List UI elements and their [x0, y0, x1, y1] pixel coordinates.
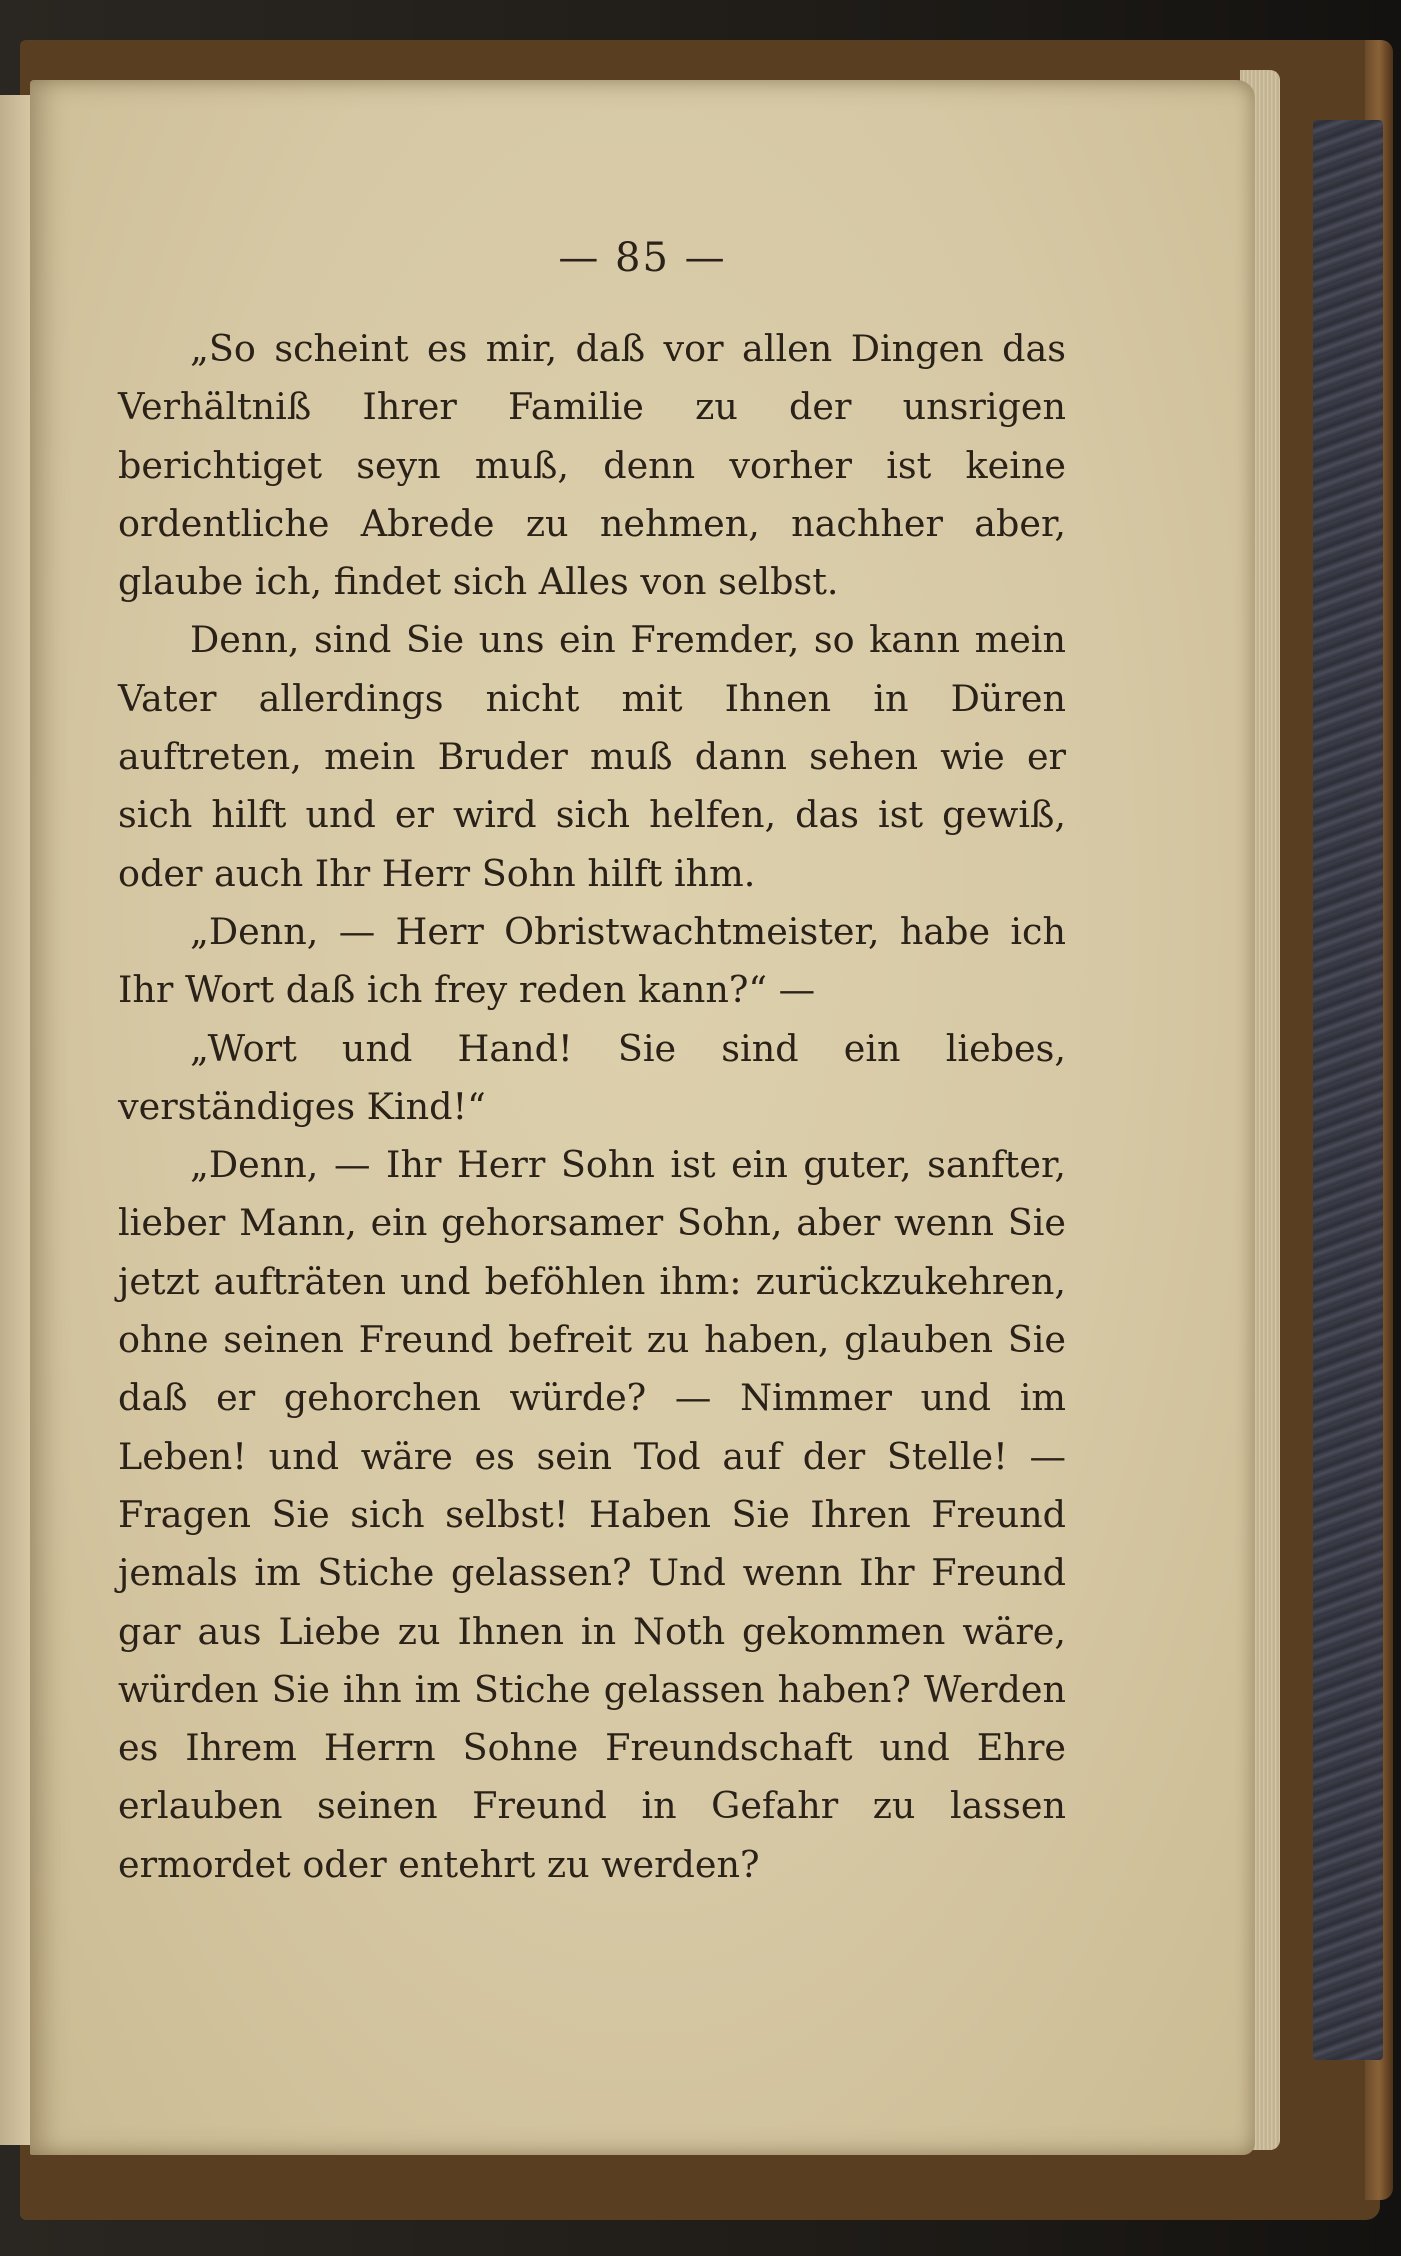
page-number-header: — 85 — — [558, 235, 727, 281]
paragraph-3: „Denn, — Herr Obristwachtmeister, habe ich Ihr Wort daß ich frey reden kann?“ — — [118, 909, 1066, 1012]
page-text — [118, 320, 1066, 1894]
marbled-cover — [1313, 120, 1383, 2060]
paragraph-2: Denn, sind Sie uns ein Fremder, so kann mein Vater allerdings nicht mit Ihnen in Düren auftreten, mein Bruder muß dann sehen wie er sich hilft und er wird sich helfen, das ist gewiß, oder auch Ihr Herr Sohn hilft ihm. — [118, 618, 1066, 895]
previous-page-edge — [0, 95, 32, 2145]
paragraph-1: „So scheint es mir, daß vor allen Dingen das Verhältniß Ihrer Familie zu der unsrigen berichtiget seyn muß, denn vorher ist keine ordentliche Abrede zu nehmen, nachher aber, glaube ich, findet sich Alles von selbst. — [118, 327, 1066, 604]
book-page — [30, 80, 1255, 2155]
paragraph-5: „Denn, — Ihr Herr Sohn ist ein guter, sanfter, lieber Mann, ein gehorsamer Sohn, aber wenn Sie jetzt aufträten und beföhlen ihm: zurückzukehren, ohne seinen Freund befreit zu haben, glauben Sie daß er gehorchen würde? — Nimmer und im Leben! und wäre es sein Tod auf der Stelle! — Fragen Sie sich selbst! Haben Sie Ihren Freund jemals im Stiche gelassen? Und wenn Ihr Freund gar aus Liebe zu Ihnen in Noth gekommen wäre, würden Sie ihn im Stiche gelassen haben? Werden es Ihrem Herrn Sohne Freundschaft und Ehre erlauben seinen Freund in Gefahr zu lassen ermordet oder entehrt zu werden? — [118, 1143, 1066, 1886]
paragraph-4: „Wort und Hand! Sie sind ein liebes, verständiges Kind!“ — [118, 1026, 1066, 1128]
